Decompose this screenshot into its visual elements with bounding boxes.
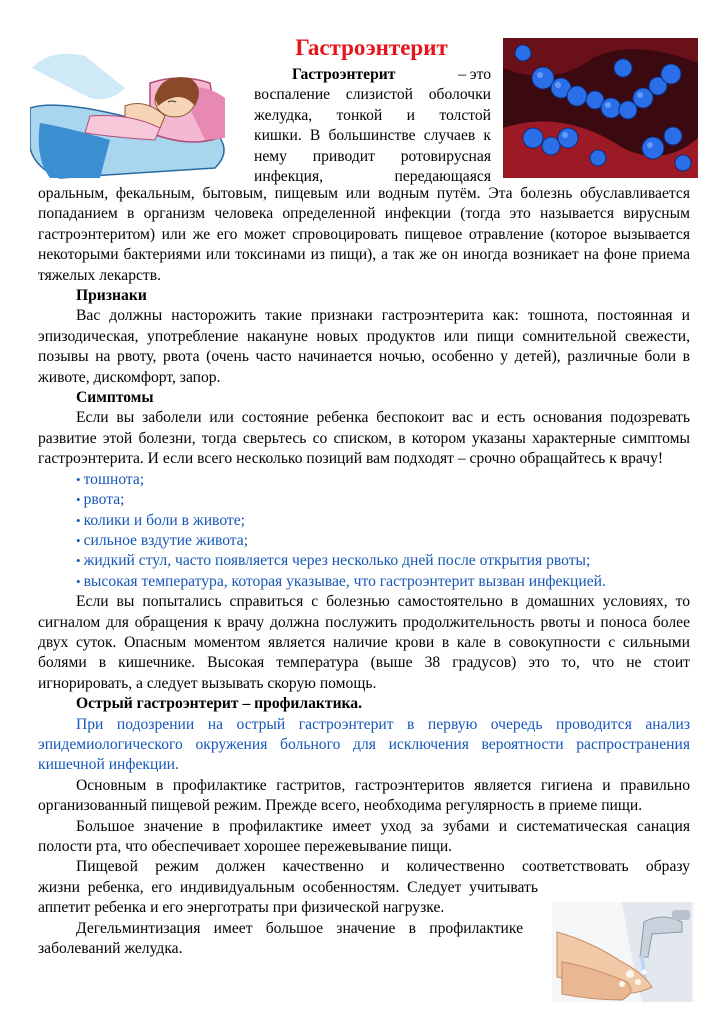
list-item: • рвота;: [76, 491, 125, 509]
intro-paragraph: оральным, фекальным, бытовым, пищевым или водным путём. Эта болезнь обуславливается попаданием в организм человека определенной инфекции (тогда это называется вирусным гастроэнтеритом) или же его может спровоцировать пищевое отравление (которое вызывается некоторыми бактериями или токсинами из пищи), а так же он иногда возникает на фоне приема тяжелых лекарств.: [38, 185, 690, 284]
prevention-paragraph-3-rest: жизни ребенка, его индивидуальным особенностям. Следует учитывать аппетит ребенка и его энерготраты при физической нагрузке.: [38, 878, 538, 917]
intro-line: желудка, тонкой и толстой: [254, 106, 491, 124]
list-item: • колики и боли в животе;: [76, 511, 245, 529]
intro-line: кишки. В большинстве случаев к: [254, 127, 491, 145]
signs-heading: Признаки: [76, 287, 147, 305]
list-item: • сильное вздутие живота;: [76, 531, 249, 549]
symptoms-paragraph: Если вы заболели или состояние ребенка беспокоит вас и есть основания подозревать развитие этой болезни, тогда сверьтесь со списком, в котором указаны характерные симптомы гастроэнтерита. И если всего несколько позиций вам подходят – срочно обращайтесь к врачу!: [38, 409, 690, 468]
prevention-blue-paragraph: При подозрении на острый гастроэнтерит в первую очередь проводится анализ эпидемиологического окружения больного для исключения вероятности распространения кишечной инфекции.: [38, 715, 690, 774]
prevention-paragraph-3-start: Пищевой режим должен качественно и количественно соответствовать образу: [76, 858, 690, 876]
symptoms-heading: Симптомы: [76, 389, 154, 407]
symptoms-after-paragraph: Если вы попытались справиться с болезнью самостоятельно в домашних условиях, то сигналом для обращения к врачу должна послужить продолжительность рвоты и поноса более двух суток. Опасным моментом является наличие крови в кале в совокупности с сильными болями в кишечнике. Высокая температура (выше 38 градусов) это то, что не стоит игнорировать, а следует вызывать скорую помощь.: [38, 593, 690, 692]
bullet-icon: •: [76, 573, 81, 589]
prevention-heading: Острый гастроэнтерит – профилактика.: [76, 695, 363, 713]
intro-line: [254, 65, 491, 85]
page-title: Гастроэнтерит: [295, 35, 448, 60]
prevention-paragraph-4: Дегельминтизация имеет большое значение в профилактике заболеваний желудка.: [38, 919, 523, 958]
bacteria-image: [503, 38, 698, 178]
main-text: [38, 184, 690, 959]
symptoms-list: [38, 470, 690, 592]
bullet-icon: •: [76, 553, 81, 569]
sick-girl-illustration: [30, 28, 240, 188]
intro-column: [254, 65, 491, 187]
intro-line: нему приводит ротовирусная: [254, 147, 491, 165]
signs-paragraph: Вас должны насторожить такие признаки гастроэнтерита как: тошнота, постоянная и эпизодическая, употребление накануне новых продуктов или пищи сомнительной свежести, позывы на рвоту, рвота (очень часто начинается ночью, особенно у детей), различные боли в животе, дискомфорт, запор.: [38, 307, 690, 386]
prevention-paragraph-2: Большое значение в профилактике имеет уход за зубами и систематическая санация полости рта, что обеспечивает хорошее пережевывание пищи.: [38, 817, 690, 855]
list-item: • высокая температура, которая указывае, что гастроэнтерит вызван инфекцией.: [76, 572, 606, 590]
bullet-icon: •: [76, 471, 81, 487]
bullet-icon: •: [76, 532, 81, 548]
list-item: • жидкий стул, часто появляется через несколько дней после открытия рвоты;: [76, 552, 591, 570]
intro-term: Гастроэнтерит: [292, 66, 396, 83]
bullet-icon: •: [76, 512, 81, 528]
intro-line: воспаление слизистой оболочки: [254, 86, 491, 104]
bullet-icon: •: [76, 492, 81, 508]
prevention-paragraph-1: Основным в профилактике гастритов, гастроэнтеритов является гигиена и правильно организованный пищевой режим. Прежде всего, необходима регулярность в приеме пищи.: [38, 776, 690, 815]
intro-line-text: – это: [458, 66, 491, 83]
intro-line: инфекция, передающаяся: [254, 168, 491, 186]
list-item: • тошнота;: [76, 470, 145, 488]
